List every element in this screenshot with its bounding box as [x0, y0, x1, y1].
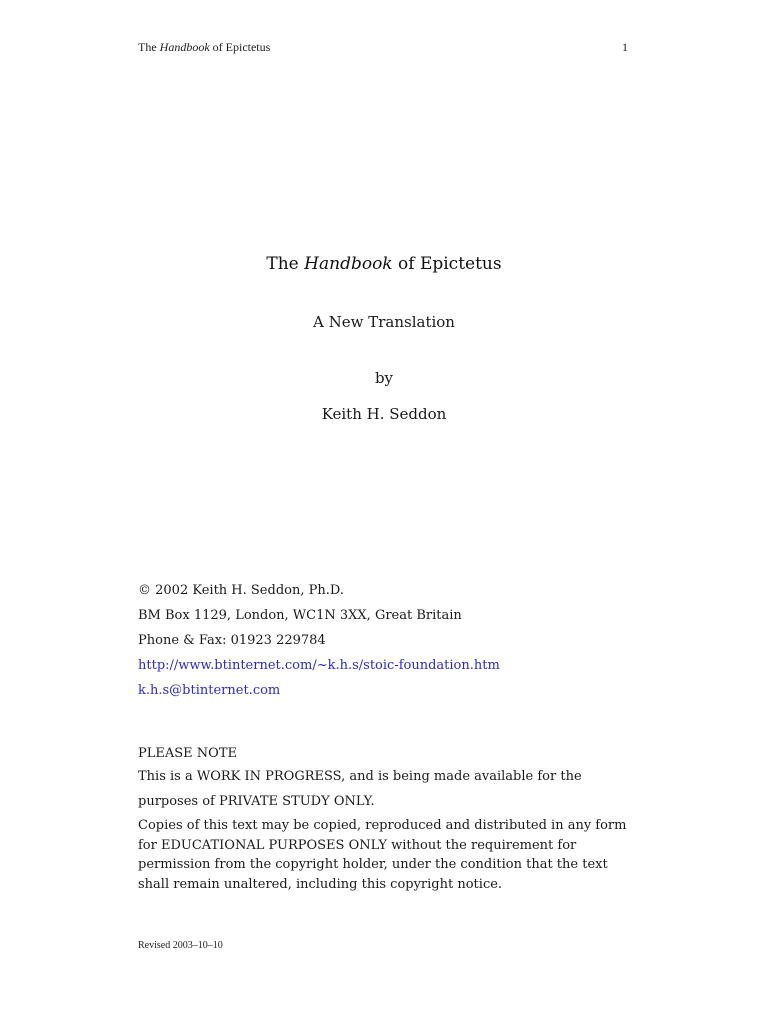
title-italic: Handbook — [304, 254, 393, 274]
website-link[interactable]: http://www.btinternet.com/~k.h.s/stoic-foundation.htm — [138, 658, 500, 673]
page-number: 1 — [622, 40, 628, 54]
title-prefix: The — [266, 254, 305, 274]
by-line: by — [374, 369, 394, 387]
email-link[interactable]: k.h.s@btinternet.com — [138, 683, 281, 698]
notice-block — [138, 744, 638, 894]
subtitle: A New Translation — [313, 313, 455, 331]
running-header-title-suffix: of Epictetus — [209, 40, 271, 54]
revision-date: Revised 2003–10–10 — [138, 940, 223, 951]
notice-paragraph-2: Copies of this text may be copied, reproduced and distributed in any form for EDUCATIONAL PURPOSES ONLY without the requirement for permission from the copyright holder, under the condition that the text shall remain unaltered, including this copyright notice. — [138, 818, 627, 892]
copyright-line: © 2002 Keith H. Seddon, Ph.D. — [138, 583, 344, 598]
running-header-title — [138, 40, 270, 55]
running-header — [138, 40, 628, 55]
running-header-title-italic: Handbook — [159, 40, 210, 54]
title-suffix: of Epictetus — [392, 254, 502, 274]
contact-block — [138, 578, 500, 703]
phone-line: Phone & Fax: 01923 229784 — [138, 633, 326, 648]
notice-paragraph-1: This is a WORK IN PROGRESS, and is being made available for the purposes of PRIVATE STUDY ONLY. — [138, 769, 582, 809]
author-name: Keith H. Seddon — [321, 405, 447, 423]
running-header-title-prefix: The — [138, 40, 160, 54]
address-line: BM Box 1129, London, WC1N 3XX, Great Britain — [138, 608, 462, 623]
page-title — [0, 254, 768, 274]
notice-heading: PLEASE NOTE — [138, 746, 237, 761]
